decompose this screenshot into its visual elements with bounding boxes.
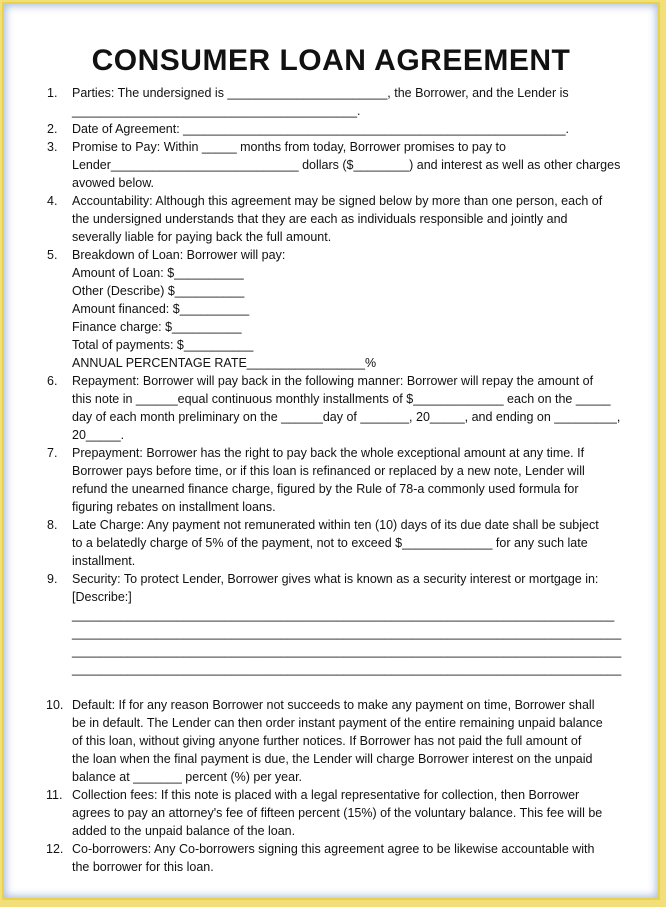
clause-text-line: Prepayment: Borrower has the right to pay back the whole exceptional amount at any time. If — [72, 446, 585, 460]
clause-item — [4, 444, 644, 516]
clause-text-line: Security: To protect Lender, Borrower gives what is known as a security interest or mortgage in: — [72, 572, 599, 586]
clause-text-line: Total of payments: $__________ — [72, 338, 254, 352]
clause-item — [4, 570, 644, 678]
clause-text-line: be in default. The Lender can then order instant payment of the entire remaining unpaid balance — [72, 716, 603, 730]
clause-item — [4, 372, 644, 444]
clause-number: 9. — [47, 572, 58, 586]
clause-text-line: Default: If for any reason Borrower not succeeds to make any payment on time, Borrower shall — [72, 698, 595, 712]
clause-text-line: severally liable for paying back the full amount. — [72, 230, 332, 244]
clause-text-line: Amount of Loan: $__________ — [72, 266, 244, 280]
clause-text-line: added to the unpaid balance of the loan. — [72, 824, 296, 838]
clause-text-line: Other (Describe) $__________ — [72, 284, 245, 298]
document-title: CONSUMER LOAN AGREEMENT — [91, 44, 571, 77]
clause-text-line: refund the unearned finance charge, figured by the Rule of 78-a commonly used formula for — [72, 482, 579, 496]
clause-text-line: the undersigned understands that they are each as individuals responsible and jointly and — [72, 212, 568, 226]
clause-text-line: Repayment: Borrower will pay back in the following manner: Borrower will repay the amount of — [72, 374, 594, 388]
clause-text-line: installment. — [72, 554, 136, 568]
clause-item — [4, 246, 644, 372]
clause-number: 10. — [46, 698, 64, 712]
clause-number: 11. — [46, 788, 63, 802]
clause-text-line: Promise to Pay: Within _____ months from today, Borrower promises to pay to — [72, 140, 506, 154]
spacer — [4, 678, 644, 696]
clause-item — [4, 138, 644, 192]
clause-text-line: Collection fees: If this note is placed with a legal representative for collection, then Borrower — [72, 788, 580, 802]
clause-text-line: Amount financed: $__________ — [72, 302, 250, 316]
clause-text-line: of this loan, without giving anyone further notices. If Borrower has not paid the full amount of — [72, 734, 582, 748]
clause-text-line: figuring rebates on installment loans. — [72, 500, 276, 514]
clause-list — [4, 84, 644, 876]
clause-number: 12. — [46, 842, 64, 856]
clause-number: 4. — [47, 194, 58, 208]
clause-text-line: balance at _______ percent (%) per year. — [72, 770, 303, 784]
clause-item — [4, 84, 644, 120]
clause-item — [4, 192, 644, 246]
clause-text-line: agrees to pay an attorney's fee of fifteen percent (15%) of the voluntary balance. This fee will be — [72, 806, 603, 820]
clause-text-line: the loan when the final payment is due, the Lender will charge Borrower interest on the unpaid — [72, 752, 593, 766]
clause-text-line: to a belatedly charge of 5% of the payment, not to exceed $_____________ for any such late — [72, 536, 588, 550]
clause-text-line: the borrower for this loan. — [72, 860, 214, 874]
clause-item — [4, 120, 644, 138]
clause-number: 6. — [47, 374, 58, 388]
clause-text-line: Finance charge: $__________ — [72, 320, 242, 334]
clause-text-line: _______________________________________________________________________________ — [72, 626, 622, 640]
clause-text-line: Borrower pays before time, or if this loan is refinanced or replaced by a new note, Lender will — [72, 464, 585, 478]
clause-number: 7. — [47, 446, 58, 460]
clause-number: 3. — [47, 140, 58, 154]
clause-text-line: Co-borrowers: Any Co-borrowers signing this agreement agree to be likewise accountable with — [72, 842, 595, 856]
clause-item — [4, 840, 644, 876]
clause-text-line: day of each month preliminary on the ______day of _______, 20_____, and ending on _________, — [72, 410, 621, 424]
clause-text-line: _______________________________________________________________________________ — [72, 644, 622, 658]
clause-text-line: [Describe:] — [72, 590, 132, 604]
clause-text-line: avowed below. — [72, 176, 155, 190]
clause-text-line: _________________________________________. — [72, 104, 361, 118]
clause-text-line: Lender___________________________ dollars ($________) and interest as well as other charges — [72, 158, 621, 172]
document-page — [2, 2, 660, 900]
clause-text-line: Date of Agreement: _______________________________________________________. — [72, 122, 570, 136]
clause-text-line: this note in ______equal continuous monthly installments of $_____________ each on the _____ — [72, 392, 611, 406]
clause-text-line: _______________________________________________________________________________ — [72, 662, 622, 676]
clause-number: 5. — [47, 248, 58, 262]
clause-text-line: Parties: The undersigned is _______________________, the Borrower, and the Lender is — [72, 86, 569, 100]
clause-text-line: Accountability: Although this agreement may be signed below by more than one person, each of — [72, 194, 603, 208]
clause-item — [4, 696, 644, 786]
clause-text-line: Late Charge: Any payment not remunerated within ten (10) days of its due date shall be subject — [72, 518, 599, 532]
clause-item — [4, 516, 644, 570]
clause-text-line: Breakdown of Loan: Borrower will pay: — [72, 248, 286, 262]
clause-number: 8. — [47, 518, 58, 532]
clause-text-line: ANNUAL PERCENTAGE RATE_________________% — [72, 356, 377, 370]
clause-text-line: ______________________________________________________________________________ — [72, 608, 615, 622]
clause-number: 1. — [47, 86, 58, 100]
clause-number: 2. — [47, 122, 58, 136]
clause-item — [4, 786, 644, 840]
clause-text-line: 20_____. — [72, 428, 125, 442]
